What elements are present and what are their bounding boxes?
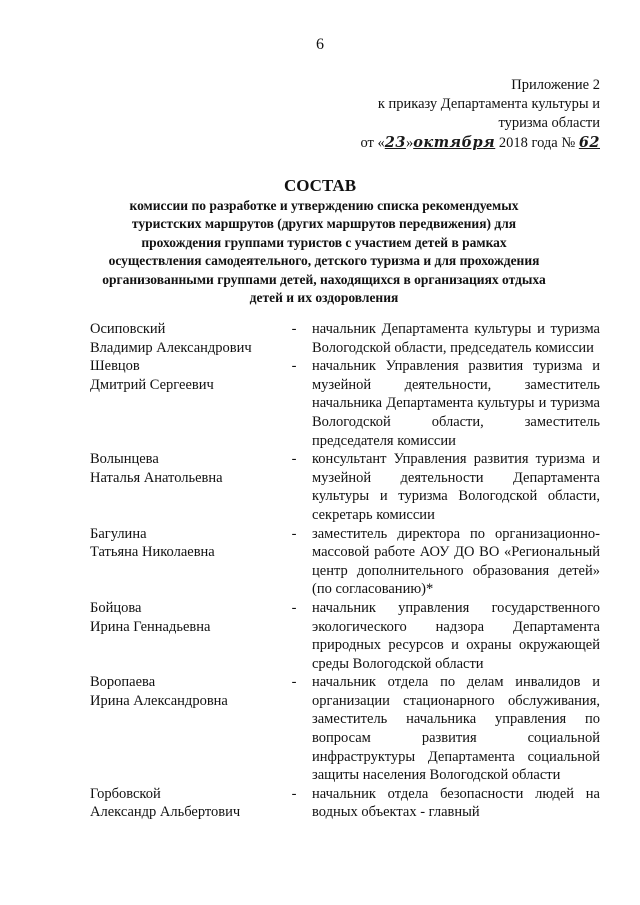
document-subtitle: комиссии по разработке и утверждению списка рекомендуемых туристских маршрутов (других маршрутов передвижения) для прохождения группами туристов с участием детей в рамках осуществления самодеятельного, детского туризма и для прохождения организованными группами детей, находящихся в организациях отдыха детей и их оздоровления: [102, 198, 546, 306]
member-name: [90, 785, 276, 822]
member-given-names: Дмитрий Сергеевич: [90, 376, 214, 393]
member-dash: -: [291, 599, 297, 616]
member-surname: Осиповский: [90, 321, 166, 337]
appendix-header: [360, 76, 600, 153]
date-mid: »: [405, 135, 414, 151]
member-role: консультант Управления развития туризма и музейной деятельности Департамента культуры и туризма Вологодской области, секретарь комиссии: [312, 451, 600, 523]
member-given-names: Ирина Геннадьевна: [90, 618, 211, 635]
member-row: [90, 320, 600, 357]
member-dash: -: [291, 321, 297, 337]
member-dash: -: [291, 785, 297, 802]
appendix-department: туризма области: [498, 115, 600, 131]
member-row: [90, 785, 600, 822]
member-surname: Багулина: [90, 525, 147, 542]
handwritten-day: 23: [384, 134, 406, 151]
member-surname: Волынцева: [90, 451, 159, 468]
member-role: начальник управления государственного экологического надзора Департамента природных ресурсов и охраны окружающей среды Вологодской области: [312, 599, 600, 672]
member-given-names: Наталья Анатольевна: [90, 469, 223, 486]
member-given-names: Ирина Александровна: [90, 692, 228, 709]
member-surname: Воропаева: [90, 674, 156, 691]
member-surname: Шевцов: [90, 358, 140, 375]
member-dash: -: [291, 451, 297, 468]
appendix-order-ref: к приказу Департамента культуры и: [377, 96, 600, 112]
member-role: начальник отдела по делам инвалидов и организации стационарного обслуживания, заместитель начальника управления по вопросам развития социальной инфраструктуры Департамента социальной защиты населения Вологодской области: [312, 674, 600, 784]
member-name: [90, 450, 276, 487]
member-dash: -: [291, 358, 297, 375]
member-name: [90, 525, 276, 562]
member-dash: -: [291, 674, 297, 691]
member-name: [90, 320, 276, 357]
member-dash: -: [291, 525, 297, 542]
member-name: [90, 673, 276, 710]
page-number: 6: [316, 36, 324, 53]
member-row: [90, 673, 600, 785]
member-name: [90, 357, 276, 394]
member-row: [90, 599, 600, 673]
appendix-title: Приложение 2: [511, 77, 600, 93]
member-name: [90, 599, 276, 636]
member-surname: Бойцова: [90, 599, 142, 616]
handwritten-month: октября: [413, 134, 496, 151]
appendix-date-line: [360, 133, 600, 153]
date-prefix: от «: [360, 135, 385, 151]
member-row: [90, 357, 600, 450]
member-given-names: Татьяна Николаевна: [90, 544, 215, 561]
member-row: [90, 525, 600, 599]
member-given-names: Александр Альбертович: [90, 804, 241, 821]
member-row: [90, 450, 600, 524]
date-year: 2018 года №: [495, 135, 579, 151]
member-role: начальник отдела безопасности людей на водных объектах - главный: [312, 785, 600, 821]
member-role: заместитель директора по организационно-массовой работе АОУ ДО ВО «Региональный центр дополнительного образования детей» (по согласованию)*: [312, 525, 600, 598]
document-title: СОСТАВ: [283, 176, 357, 195]
member-given-names: Владимир Александрович: [90, 339, 252, 356]
commission-members-list: [90, 320, 600, 822]
member-surname: Горбовской: [90, 785, 161, 802]
member-role: начальник Управления развития туризма и музейной деятельности, заместитель начальника Департамента культуры и туризма Вологодской области, заместитель председателя комиссии: [312, 358, 600, 449]
handwritten-order-number: 62: [578, 134, 600, 151]
member-role: начальник Департамента культуры и туризма Вологодской области, председатель комиссии: [312, 321, 600, 356]
